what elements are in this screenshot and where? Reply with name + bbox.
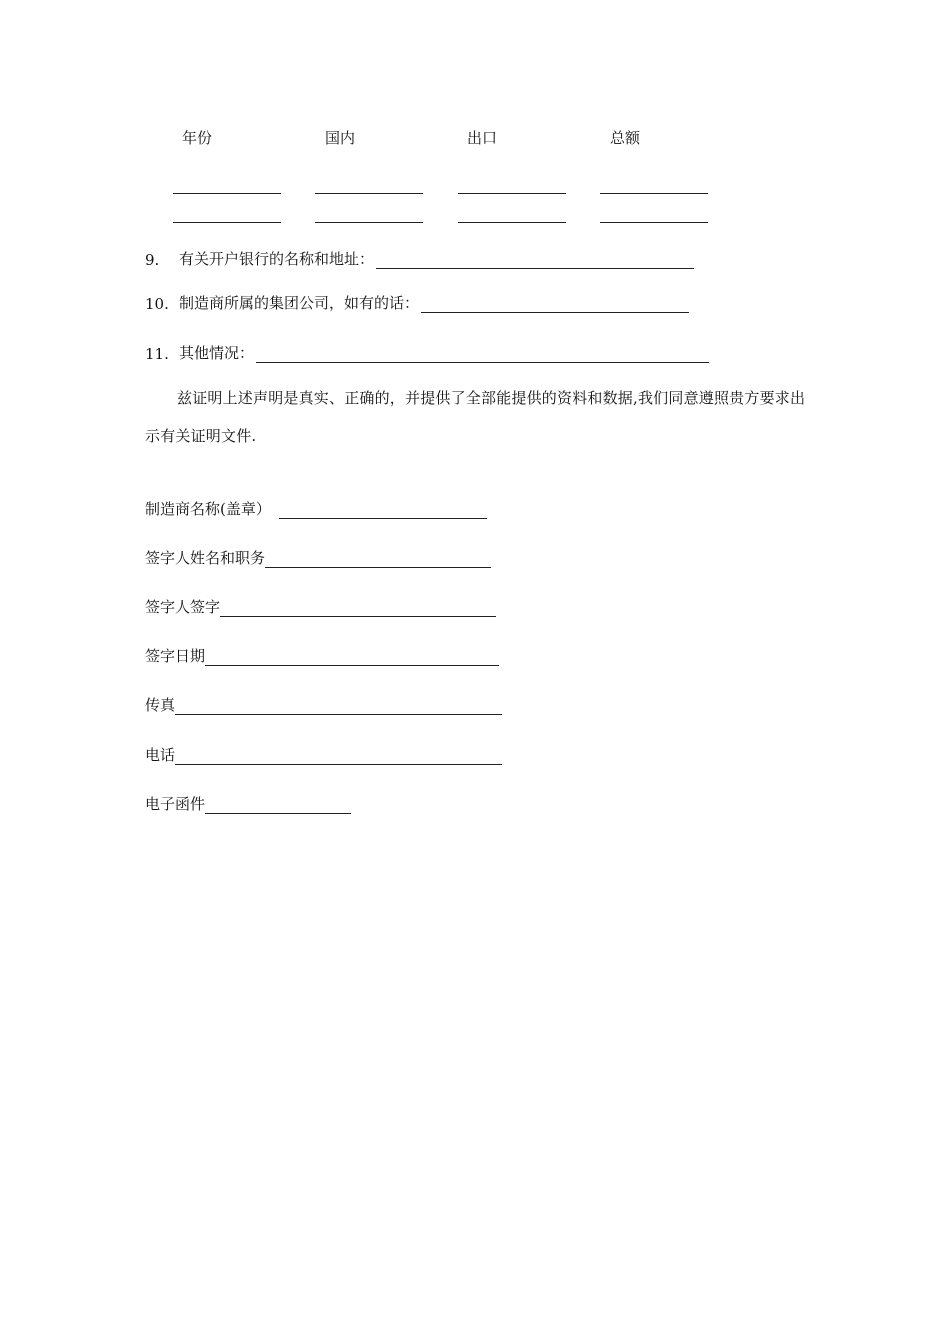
sign-date-label: 签字日期 — [145, 647, 206, 665]
table-blank-year-2[interactable] — [173, 222, 281, 223]
item-number: 11. — [145, 345, 169, 363]
phone-label: 电话 — [145, 746, 176, 764]
phone-row — [145, 744, 502, 765]
table-blank-export-1[interactable] — [458, 193, 566, 194]
item-label: 其他情况： — [179, 344, 255, 362]
signer-name-title-field[interactable] — [265, 551, 491, 568]
signer-signature-row — [145, 596, 496, 617]
sign-date-row — [145, 645, 499, 666]
table-blank-domestic-2[interactable] — [315, 222, 423, 223]
item-bank-info — [145, 248, 694, 269]
column-header-domestic: 国内 — [325, 129, 356, 147]
table-blank-domestic-1[interactable] — [315, 193, 423, 194]
item-label: 有关开户银行的名称和地址： — [179, 250, 375, 268]
email-label: 电子函件 — [145, 795, 206, 813]
table-blank-total-2[interactable] — [600, 222, 708, 223]
fax-label: 传真 — [145, 696, 176, 714]
sign-date-field[interactable] — [205, 649, 499, 666]
email-row — [145, 793, 351, 814]
group-company-field[interactable] — [421, 296, 689, 313]
table-blank-year-1[interactable] — [173, 193, 281, 194]
column-header-export: 出口 — [467, 129, 498, 147]
item-number: 10. — [145, 295, 169, 313]
signer-signature-field[interactable] — [220, 600, 496, 617]
column-header-year: 年份 — [182, 129, 213, 147]
manufacturer-name-row — [145, 498, 487, 519]
signer-name-title-row — [145, 547, 491, 568]
fax-row — [145, 694, 502, 715]
table-blank-export-2[interactable] — [458, 222, 566, 223]
item-number: 9. — [145, 251, 160, 269]
email-field[interactable] — [205, 797, 351, 814]
table-blank-total-1[interactable] — [600, 193, 708, 194]
item-other-info — [145, 342, 709, 363]
other-info-field[interactable] — [256, 346, 709, 363]
manufacturer-name-label: 制造商名称(盖章） — [145, 500, 271, 518]
bank-info-field[interactable] — [376, 252, 694, 269]
signer-signature-label: 签字人签字 — [145, 598, 221, 616]
phone-field[interactable] — [175, 748, 502, 765]
declaration-paragraph: 兹证明上述声明是真实、正确的，并提供了全部能提供的资料和数据,我们同意遵照贵方要求出示有关证明文件. — [145, 389, 806, 445]
item-label: 制造商所属的集团公司，如有的话： — [179, 294, 420, 312]
fax-field[interactable] — [175, 698, 502, 715]
item-group-company — [145, 292, 689, 313]
signer-name-title-label: 签字人姓名和职务 — [145, 549, 266, 567]
column-header-total: 总额 — [610, 129, 641, 147]
manufacturer-name-field[interactable] — [279, 502, 487, 519]
